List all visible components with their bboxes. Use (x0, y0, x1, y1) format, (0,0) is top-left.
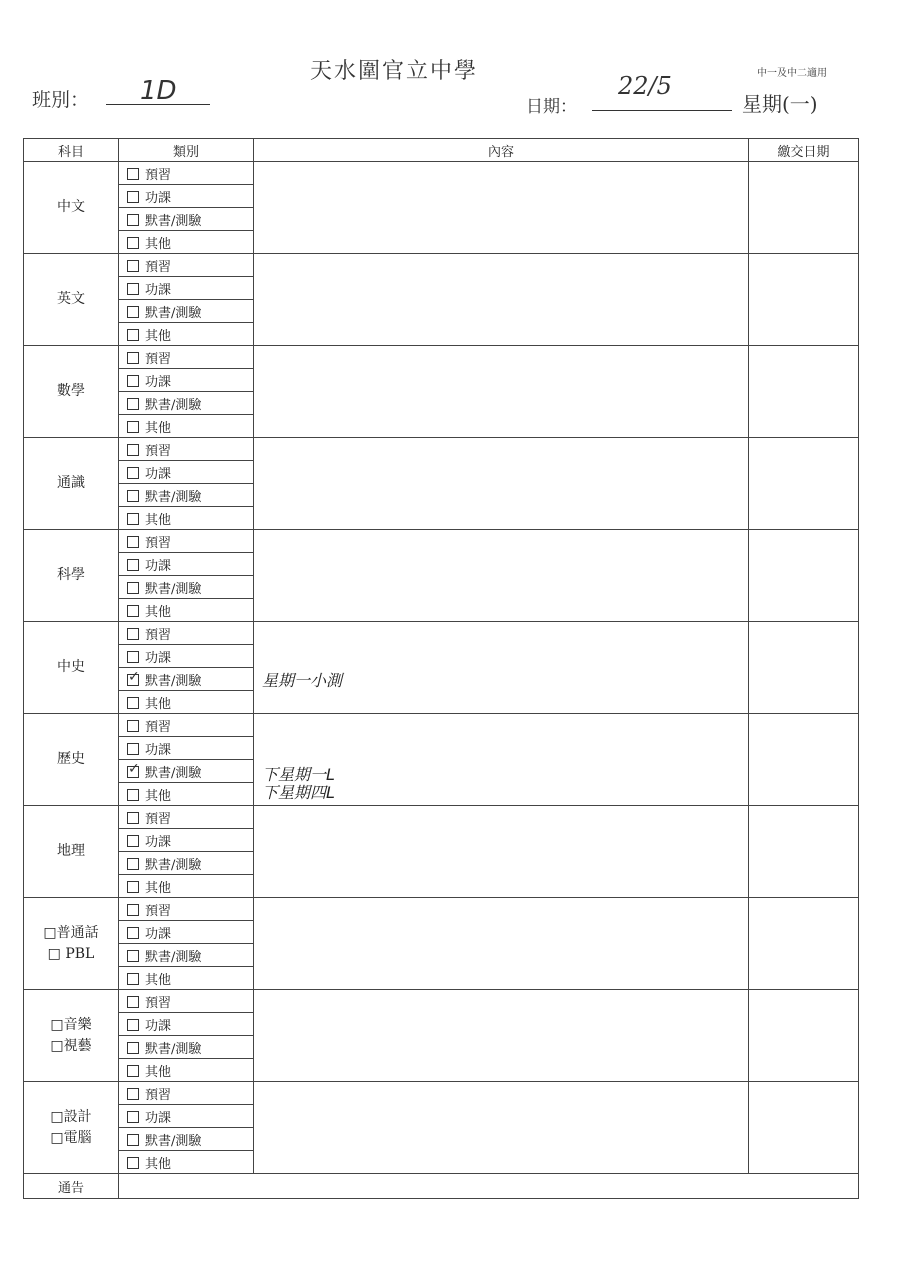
category-item[interactable] (119, 990, 254, 1013)
category-label: 功課 (145, 926, 172, 942)
content-cell[interactable] (254, 806, 749, 898)
category-label: 其他 (145, 1064, 172, 1080)
due-date-cell[interactable] (749, 714, 859, 806)
checkbox-icon[interactable] (127, 421, 139, 433)
category-item[interactable] (119, 737, 254, 760)
category-label: 預習 (145, 259, 172, 275)
table-row (24, 806, 859, 829)
col-due-header: 繳交日期 (749, 139, 859, 162)
date-underline (592, 110, 732, 111)
checkbox-icon[interactable] (127, 973, 139, 985)
subject-cell: 中史 (24, 622, 119, 714)
subject-cell: 地理 (24, 806, 119, 898)
category-label: 默書/測驗 (145, 581, 202, 597)
category-label: 功課 (145, 558, 172, 574)
applicability-note: 中一及中二適用 (757, 68, 827, 79)
category-item[interactable] (119, 1105, 254, 1128)
table-header-row (24, 139, 859, 162)
subject-cell: □設計 □電腦 (24, 1082, 119, 1174)
notice-content-cell[interactable] (119, 1174, 859, 1199)
subject-cell: 科學 (24, 530, 119, 622)
due-date-cell[interactable] (749, 254, 859, 346)
table-row (24, 162, 859, 185)
checkbox-icon[interactable] (127, 582, 139, 594)
category-label: 功課 (145, 834, 172, 850)
category-label: 默書/測驗 (145, 673, 202, 689)
category-item[interactable] (119, 1036, 254, 1059)
content-cell[interactable] (254, 530, 749, 622)
category-label: 預習 (145, 903, 172, 919)
table-row (24, 898, 859, 921)
category-label: 預習 (145, 995, 172, 1011)
handwritten-note: 下星期一L (262, 765, 335, 784)
checkbox-icon[interactable] (127, 1134, 139, 1146)
checked-checkbox-icon[interactable] (127, 674, 139, 686)
checkbox-icon[interactable] (127, 444, 139, 456)
checkbox-icon[interactable] (127, 467, 139, 479)
due-date-cell[interactable] (749, 622, 859, 714)
table-row (24, 1082, 859, 1105)
category-item[interactable] (119, 944, 254, 967)
table-row (24, 346, 859, 369)
category-item[interactable] (119, 1151, 254, 1174)
content-cell[interactable] (254, 1082, 749, 1174)
subject-cell: 中文 (24, 162, 119, 254)
subject-cell: □音樂 □視藝 (24, 990, 119, 1082)
category-label: 其他 (145, 328, 172, 344)
weekday-label: 星期(一) (742, 92, 818, 116)
category-label: 其他 (145, 1156, 172, 1172)
category-label: 其他 (145, 788, 172, 804)
category-item[interactable] (119, 783, 254, 806)
checkbox-icon[interactable] (127, 513, 139, 525)
date-value: 22/5 (618, 72, 672, 100)
category-item[interactable] (119, 875, 254, 898)
category-label: 預習 (145, 1087, 172, 1103)
checkbox-icon[interactable] (127, 628, 139, 640)
category-label: 默書/測驗 (145, 1041, 202, 1057)
checkbox-icon[interactable] (127, 904, 139, 916)
checkbox-icon[interactable] (127, 536, 139, 548)
checkbox-icon[interactable] (127, 835, 139, 847)
category-item[interactable] (119, 1013, 254, 1036)
category-label: 默書/測驗 (145, 489, 202, 505)
checkbox-icon[interactable] (127, 398, 139, 410)
category-item[interactable] (119, 806, 254, 829)
category-item[interactable] (119, 484, 254, 507)
category-label: 默書/測驗 (145, 1133, 202, 1149)
due-date-cell[interactable] (749, 898, 859, 990)
category-item[interactable] (119, 1059, 254, 1082)
due-date-cell[interactable] (749, 530, 859, 622)
content-cell[interactable] (254, 346, 749, 438)
category-item[interactable] (119, 346, 254, 369)
content-cell[interactable] (254, 254, 749, 346)
checkbox-icon[interactable] (127, 168, 139, 180)
category-item[interactable] (119, 254, 254, 277)
table-row (24, 990, 859, 1013)
col-subject-header: 科目 (24, 139, 119, 162)
checkbox-icon[interactable] (127, 352, 139, 364)
checked-checkbox-icon[interactable] (127, 766, 139, 778)
category-label: 預習 (145, 351, 172, 367)
notice-label: 通告 (24, 1174, 119, 1199)
checkbox-icon[interactable] (127, 283, 139, 295)
category-item[interactable] (119, 691, 254, 714)
subject-cell: 英文 (24, 254, 119, 346)
checkbox-icon[interactable] (127, 214, 139, 226)
category-item[interactable] (119, 760, 254, 783)
category-item[interactable] (119, 553, 254, 576)
category-label: 預習 (145, 167, 172, 183)
category-item[interactable] (119, 415, 254, 438)
category-item[interactable] (119, 507, 254, 530)
content-cell[interactable] (254, 898, 749, 990)
checkbox-icon[interactable] (127, 1042, 139, 1054)
category-item[interactable] (119, 967, 254, 990)
category-item[interactable] (119, 1082, 254, 1105)
category-label: 默書/測驗 (145, 765, 202, 781)
checkbox-icon[interactable] (127, 237, 139, 249)
category-label: 默書/測驗 (145, 857, 202, 873)
class-label: 班別： (32, 89, 90, 111)
category-label: 默書/測驗 (145, 397, 202, 413)
due-date-cell[interactable] (749, 346, 859, 438)
category-item[interactable] (119, 208, 254, 231)
category-label: 其他 (145, 512, 172, 528)
school-name: 天水圍官立中學 (310, 59, 479, 84)
category-label: 預習 (145, 719, 172, 735)
category-label: 其他 (145, 236, 172, 252)
category-item[interactable] (119, 668, 254, 691)
category-label: 預習 (145, 627, 172, 643)
notice-row (24, 1174, 859, 1199)
checkbox-icon[interactable] (127, 191, 139, 203)
subject-cell: 通識 (24, 438, 119, 530)
category-item[interactable] (119, 277, 254, 300)
date-label: 日期： (526, 97, 577, 117)
checkbox-icon[interactable] (127, 950, 139, 962)
due-date-cell[interactable] (749, 438, 859, 530)
due-date-cell[interactable] (749, 162, 859, 254)
category-item[interactable] (119, 185, 254, 208)
checkbox-icon[interactable] (127, 1019, 139, 1031)
category-item[interactable] (119, 622, 254, 645)
handwritten-note: 星期一小測 (262, 671, 343, 690)
subject-cell: 數學 (24, 346, 119, 438)
checkbox-icon[interactable] (127, 789, 139, 801)
checkbox-icon[interactable] (127, 881, 139, 893)
due-date-cell[interactable] (749, 990, 859, 1082)
category-label: 其他 (145, 880, 172, 896)
category-label: 功課 (145, 466, 172, 482)
content-cell[interactable] (254, 438, 749, 530)
category-item[interactable] (119, 1128, 254, 1151)
category-label: 預習 (145, 535, 172, 551)
category-label: 默書/測驗 (145, 305, 202, 321)
checkbox-icon[interactable] (127, 697, 139, 709)
category-label: 預習 (145, 811, 172, 827)
category-item[interactable] (119, 530, 254, 553)
category-label: 功課 (145, 650, 172, 666)
checkbox-icon[interactable] (127, 1157, 139, 1169)
checkbox-icon[interactable] (127, 927, 139, 939)
category-item[interactable] (119, 323, 254, 346)
checkbox-icon[interactable] (127, 605, 139, 617)
category-item[interactable] (119, 852, 254, 875)
subject-cell: □普通話 □ PBL (24, 898, 119, 990)
table-body (24, 162, 859, 1199)
category-item[interactable] (119, 438, 254, 461)
category-item[interactable] (119, 898, 254, 921)
col-category-header: 類別 (119, 139, 254, 162)
category-item[interactable] (119, 714, 254, 737)
category-item[interactable] (119, 461, 254, 484)
checkbox-icon[interactable] (127, 743, 139, 755)
content-cell[interactable] (254, 162, 749, 254)
checkbox-icon[interactable] (127, 260, 139, 272)
category-label: 其他 (145, 604, 172, 620)
table-row (24, 438, 859, 461)
col-content-header: 內容 (254, 139, 749, 162)
class-value: 1D (140, 76, 177, 106)
table-row (24, 714, 859, 737)
checkbox-icon[interactable] (127, 651, 139, 663)
checkbox-icon[interactable] (127, 306, 139, 318)
table-row (24, 530, 859, 553)
category-label: 功課 (145, 190, 172, 206)
checkbox-icon[interactable] (127, 559, 139, 571)
category-item[interactable] (119, 162, 254, 185)
due-date-cell[interactable] (749, 806, 859, 898)
checkbox-icon[interactable] (127, 490, 139, 502)
category-item[interactable] (119, 369, 254, 392)
content-cell[interactable] (254, 622, 749, 714)
category-item[interactable] (119, 300, 254, 323)
checkbox-icon[interactable] (127, 812, 139, 824)
subject-cell: 歷史 (24, 714, 119, 806)
category-item[interactable] (119, 829, 254, 852)
category-label: 功課 (145, 1018, 172, 1034)
handwritten-note: 下星期四L (262, 783, 335, 802)
category-label: 默書/測驗 (145, 213, 202, 229)
checkbox-icon[interactable] (127, 1111, 139, 1123)
table-row (24, 254, 859, 277)
homework-table (23, 138, 859, 1199)
category-item[interactable] (119, 921, 254, 944)
category-label: 其他 (145, 696, 172, 712)
category-label: 功課 (145, 374, 172, 390)
checkbox-icon[interactable] (127, 375, 139, 387)
category-item[interactable] (119, 599, 254, 622)
category-item[interactable] (119, 576, 254, 599)
due-date-cell[interactable] (749, 1082, 859, 1174)
category-label: 其他 (145, 420, 172, 436)
content-cell[interactable] (254, 990, 749, 1082)
category-label: 默書/測驗 (145, 949, 202, 965)
table-row (24, 622, 859, 645)
category-item[interactable] (119, 392, 254, 415)
category-label: 其他 (145, 972, 172, 988)
checkbox-icon[interactable] (127, 720, 139, 732)
category-item[interactable] (119, 645, 254, 668)
category-label: 功課 (145, 742, 172, 758)
content-cell[interactable] (254, 714, 749, 806)
category-item[interactable] (119, 231, 254, 254)
category-label: 功課 (145, 1110, 172, 1126)
checkbox-icon[interactable] (127, 1065, 139, 1077)
checkbox-icon[interactable] (127, 329, 139, 341)
category-label: 預習 (145, 443, 172, 459)
checkbox-icon[interactable] (127, 1088, 139, 1100)
checkbox-icon[interactable] (127, 858, 139, 870)
category-label: 功課 (145, 282, 172, 298)
checkbox-icon[interactable] (127, 996, 139, 1008)
